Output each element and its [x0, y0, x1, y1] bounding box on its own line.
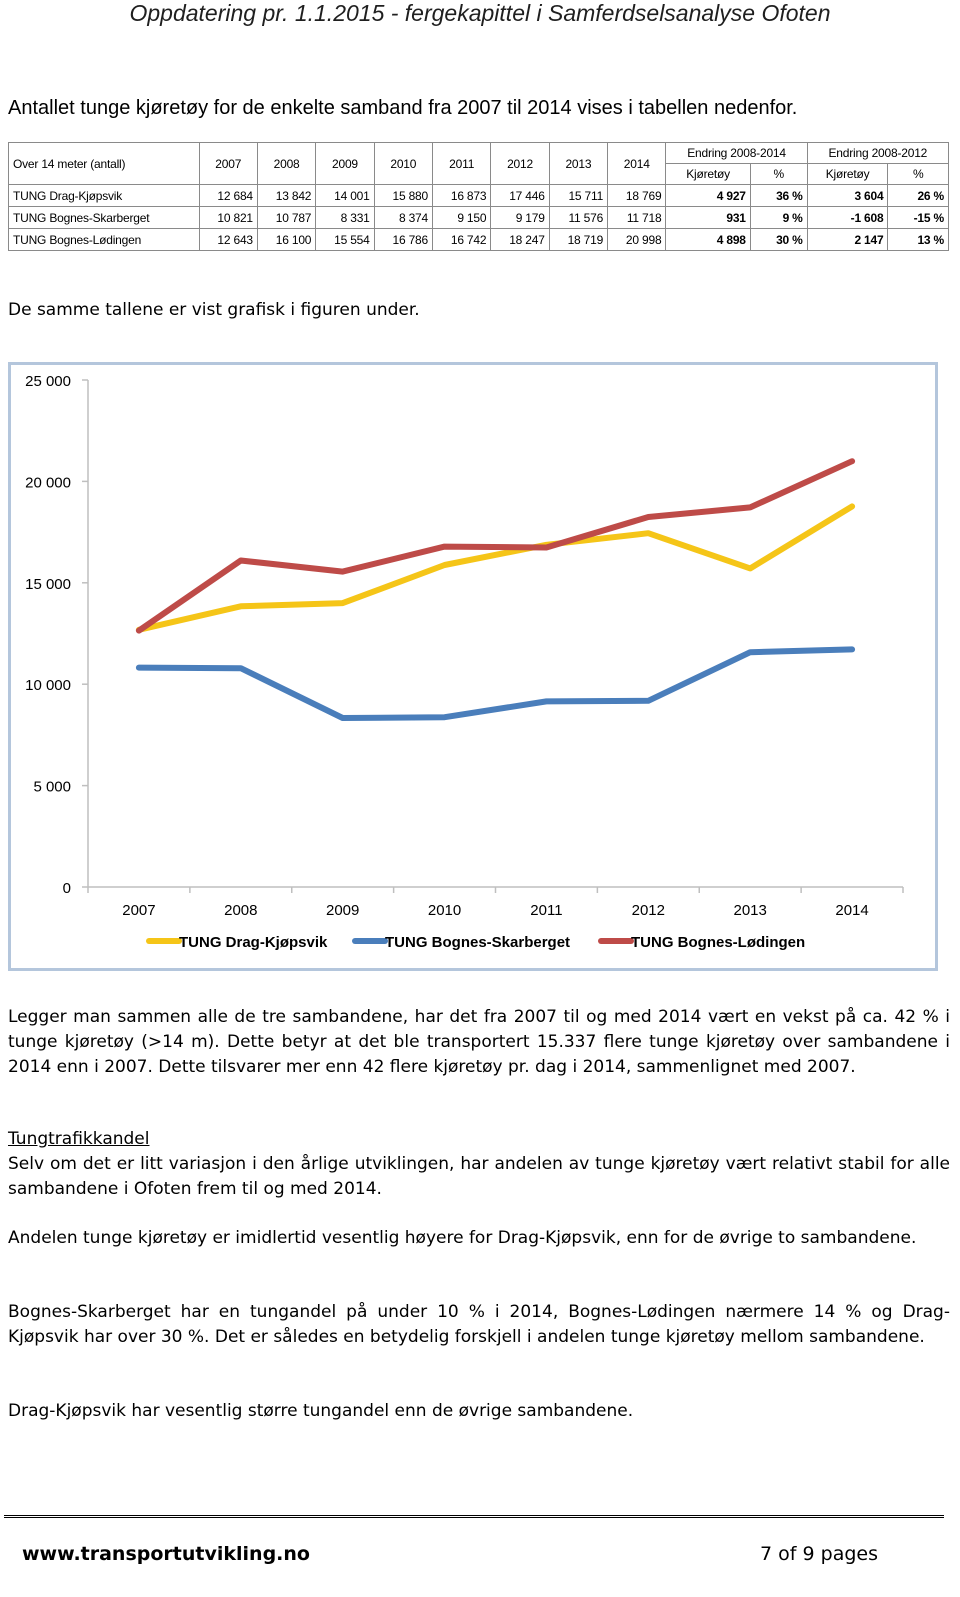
y-tick-label: 25 000	[25, 373, 71, 390]
table-cell: 12 643	[199, 229, 257, 251]
year-header: 2014	[608, 143, 666, 185]
paragraph-difference: Bognes-Skarberget har en tungandel på under 10 % i 2014, Bognes-Lødingen nærmere 14 % og Drag-Kjøpsvik har over 30 %. Det er således en betydelig forskjell i andelen tunge kjøretøy mellom sambandene.	[8, 1302, 950, 1347]
x-tick-label: 2014	[835, 902, 869, 919]
year-header: 2013	[549, 143, 607, 185]
table-cell: 18 719	[549, 229, 607, 251]
row-header-label: Over 14 meter (antall)	[9, 143, 200, 185]
change-cell: 3 604	[807, 185, 888, 207]
change-cell: -1 608	[807, 207, 888, 229]
table-cell: 9 179	[491, 207, 549, 229]
table-cell: 10 821	[199, 207, 257, 229]
x-tick-label: 2009	[326, 902, 360, 919]
traffic-table	[8, 142, 949, 251]
y-tick-label: 5 000	[33, 778, 71, 796]
line-chart-svg	[11, 365, 935, 968]
change-2008-2012-header: Endring 2008-2012	[807, 143, 948, 164]
table-row	[9, 229, 949, 251]
change-cell: 4 927	[666, 185, 750, 207]
paragraph-conclusion: Drag-Kjøpsvik har vesentlig større tungandel enn de øvrige sambandene.	[8, 1401, 634, 1421]
paragraph-share: Andelen tunge kjøretøy er imidlertid vesentlig høyere for Drag-Kjøpsvik, enn for de øvrige to sambandene.	[8, 1228, 917, 1248]
change-cell: 30 %	[750, 229, 807, 251]
line-chart	[8, 362, 938, 971]
section-heading	[8, 1127, 950, 1152]
table-cell: 11 718	[608, 207, 666, 229]
table-cell: 14 001	[316, 185, 374, 207]
row-name: TUNG Bognes-Lødingen	[9, 229, 200, 251]
footer-divider	[4, 1515, 944, 1518]
change-cell: 36 %	[750, 185, 807, 207]
year-header: 2012	[491, 143, 549, 185]
table-cell: 9 150	[433, 207, 491, 229]
paragraph-stability: Selv om det er litt variasjon i den årlige utviklingen, har andelen av tunge kjøretøy vært relativt stabil for alle sambandene i Ofoten frem til og med 2014.	[8, 1154, 950, 1199]
table-row	[9, 185, 949, 207]
sub-header: %	[750, 164, 807, 185]
legend-label: TUNG Bognes-Skarberget	[385, 934, 571, 951]
x-tick-label: 2011	[530, 902, 563, 919]
table-cell: 16 786	[374, 229, 432, 251]
sub-header: Kjøretøy	[807, 164, 888, 185]
intro-text: Antallet tunge kjøretøy for de enkelte samband fra 2007 til 2014 vises i tabellen nedenfor.	[8, 97, 798, 119]
table-cell: 18 247	[491, 229, 549, 251]
table-cell: 16 873	[433, 185, 491, 207]
table-cell: 15 711	[549, 185, 607, 207]
x-tick-label: 2010	[427, 902, 462, 919]
change-cell: 931	[666, 207, 750, 229]
change-cell: 2 147	[807, 229, 888, 251]
table-cell: 18 769	[608, 185, 666, 207]
legend-label: TUNG Bognes-Lødingen	[631, 934, 806, 951]
table-cell: 15 880	[374, 185, 432, 207]
year-header: 2007	[199, 143, 257, 185]
row-name: TUNG Bognes-Skarberget	[9, 207, 200, 229]
page-header-title: Oppdatering pr. 1.1.2015 - fergekapittel i Samferdselsanalyse Ofoten	[129, 0, 831, 26]
y-tick-label: 0	[62, 880, 71, 897]
series-line-1	[139, 649, 852, 718]
footer-website: www.transportutvikling.no	[22, 1543, 310, 1565]
table-cell: 10 787	[257, 207, 315, 229]
table-row	[9, 207, 949, 229]
heading-text: Tungtrafikkandel	[8, 1129, 150, 1149]
table-cell: 16 742	[433, 229, 491, 251]
table-cell: 20 998	[608, 229, 666, 251]
paragraph-growth: Legger man sammen alle de tre sambandene, har det fra 2007 til og med 2014 vært en vekst på ca. 42 % i tunge kjøretøy (>14 m). Dette betyr at det ble transportert 15.337 flere tunge kjøretøy over sambandene i 2014 enn i 2007. Dette tilsvarer mer enn 42 flere kjøretøy pr. dag i 2014, sammenlignet med 2007.	[8, 1007, 950, 1077]
change-cell: -15 %	[888, 207, 949, 229]
table-cell: 8 331	[316, 207, 374, 229]
table-cell: 11 576	[549, 207, 607, 229]
x-tick-label: 2008	[224, 902, 258, 919]
sub-header: %	[888, 164, 949, 185]
y-tick-label: 10 000	[25, 677, 71, 695]
table-cell: 13 842	[257, 185, 315, 207]
table-cell: 16 100	[257, 229, 315, 251]
table-cell: 15 554	[316, 229, 374, 251]
sub-header: Kjøretøy	[666, 164, 750, 185]
year-header: 2008	[257, 143, 315, 185]
x-tick-label: 2013	[733, 902, 767, 919]
legend-label: TUNG Drag-Kjøpsvik	[179, 934, 328, 951]
change-cell: 13 %	[888, 229, 949, 251]
year-header: 2009	[316, 143, 374, 185]
year-header: 2011	[433, 143, 491, 185]
footer-page-number: 7 of 9 pages	[760, 1543, 878, 1565]
table-cell: 17 446	[491, 185, 549, 207]
y-tick-label: 15 000	[25, 575, 71, 593]
year-header: 2010	[374, 143, 432, 185]
x-tick-label: 2007	[122, 902, 156, 919]
table-cell: 12 684	[199, 185, 257, 207]
change-2008-2014-header: Endring 2008-2014	[666, 143, 807, 164]
change-cell: 26 %	[888, 185, 949, 207]
change-cell: 4 898	[666, 229, 750, 251]
series-line-0	[139, 506, 852, 629]
table-header-row	[9, 143, 949, 164]
chart-caption: De samme tallene er vist grafisk i figuren under.	[8, 300, 420, 320]
x-tick-label: 2012	[631, 902, 665, 919]
change-cell: 9 %	[750, 207, 807, 229]
row-name: TUNG Drag-Kjøpsvik	[9, 185, 200, 207]
y-tick-label: 20 000	[25, 474, 71, 492]
table-cell: 8 374	[374, 207, 432, 229]
